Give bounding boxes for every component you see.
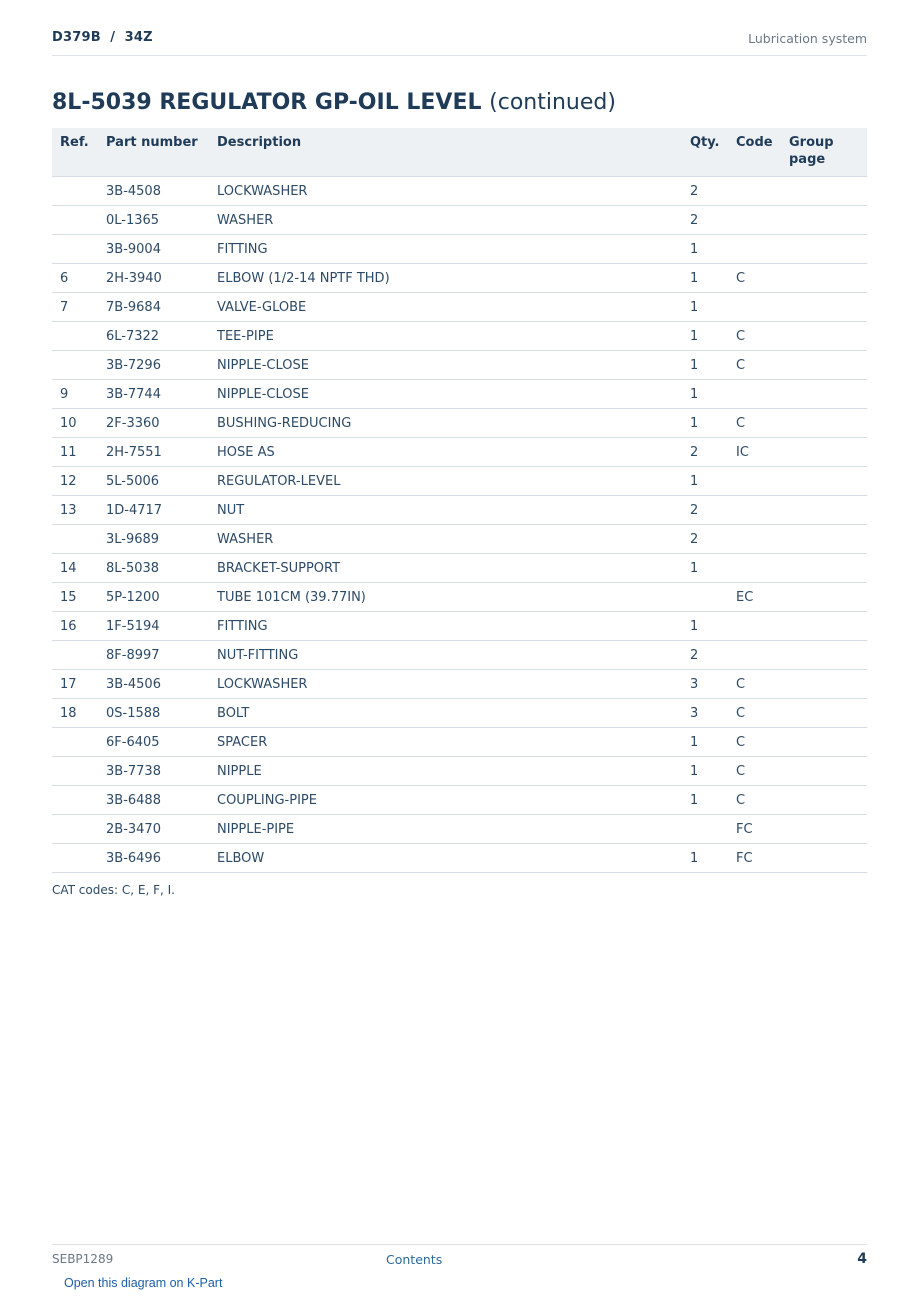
row-part-number: 5L-5006 xyxy=(98,467,209,496)
page-number: 4 xyxy=(857,1251,867,1267)
row-ref xyxy=(52,641,98,670)
column-header-part-number: Part number xyxy=(98,128,209,177)
row-ref: 14 xyxy=(52,554,98,583)
table-row xyxy=(52,728,867,757)
kpart-diagram-link[interactable]: Open this diagram on K-Part xyxy=(64,1276,223,1290)
row-part-number: 3B-7296 xyxy=(98,351,209,380)
row-part-number: 3B-7744 xyxy=(98,380,209,409)
table-row xyxy=(52,699,867,728)
row-code: C xyxy=(728,786,781,815)
row-code: C xyxy=(728,757,781,786)
row-description: BUSHING-REDUCING xyxy=(209,409,682,438)
row-qty: 3 xyxy=(682,699,728,728)
row-code: EC xyxy=(728,583,781,612)
row-ref: 6 xyxy=(52,264,98,293)
row-code xyxy=(728,177,781,206)
row-description: BRACKET-SUPPORT xyxy=(209,554,682,583)
row-description: FITTING xyxy=(209,235,682,264)
row-qty: 1 xyxy=(682,322,728,351)
table-row xyxy=(52,612,867,641)
table-row xyxy=(52,264,867,293)
table-row xyxy=(52,525,867,554)
row-ref xyxy=(52,322,98,351)
row-code xyxy=(728,206,781,235)
row-code: IC xyxy=(728,438,781,467)
row-description: FITTING xyxy=(209,612,682,641)
row-part-number: 3B-6488 xyxy=(98,786,209,815)
row-description: LOCKWASHER xyxy=(209,670,682,699)
row-qty: 2 xyxy=(682,496,728,525)
row-group-page xyxy=(781,322,867,351)
row-qty: 1 xyxy=(682,612,728,641)
table-row xyxy=(52,351,867,380)
row-qty xyxy=(682,583,728,612)
row-qty: 1 xyxy=(682,554,728,583)
row-group-page xyxy=(781,293,867,322)
row-code xyxy=(728,612,781,641)
row-group-page xyxy=(781,612,867,641)
row-qty: 2 xyxy=(682,177,728,206)
column-header-qty: Qty. xyxy=(682,128,728,177)
row-part-number: 1D-4717 xyxy=(98,496,209,525)
row-code: C xyxy=(728,409,781,438)
parts-table xyxy=(52,128,867,873)
column-header-group-page: Group page xyxy=(781,128,867,177)
row-ref xyxy=(52,351,98,380)
table-row xyxy=(52,409,867,438)
row-description: NUT-FITTING xyxy=(209,641,682,670)
row-description: SPACER xyxy=(209,728,682,757)
row-part-number: 3B-4506 xyxy=(98,670,209,699)
row-group-page xyxy=(781,670,867,699)
document-id: D379B / 34Z xyxy=(52,30,153,45)
table-row xyxy=(52,206,867,235)
document-number: SEBP1289 xyxy=(52,1252,114,1266)
table-row xyxy=(52,757,867,786)
row-group-page xyxy=(781,177,867,206)
row-group-page xyxy=(781,786,867,815)
footer-divider xyxy=(52,1244,867,1245)
row-ref: 16 xyxy=(52,612,98,641)
row-part-number: 8F-8997 xyxy=(98,641,209,670)
row-code: C xyxy=(728,351,781,380)
row-qty: 1 xyxy=(682,293,728,322)
row-ref: 11 xyxy=(52,438,98,467)
row-part-number: 8L-5038 xyxy=(98,554,209,583)
row-description: ELBOW xyxy=(209,844,682,873)
row-qty: 1 xyxy=(682,351,728,380)
row-qty: 1 xyxy=(682,235,728,264)
row-qty: 1 xyxy=(682,409,728,438)
table-row xyxy=(52,293,867,322)
row-part-number: 3B-4508 xyxy=(98,177,209,206)
table-row xyxy=(52,496,867,525)
row-ref xyxy=(52,844,98,873)
row-description: VALVE-GLOBE xyxy=(209,293,682,322)
row-qty: 1 xyxy=(682,844,728,873)
table-row xyxy=(52,322,867,351)
row-qty: 1 xyxy=(682,264,728,293)
page-header xyxy=(52,28,867,56)
row-ref: 10 xyxy=(52,409,98,438)
table-row xyxy=(52,438,867,467)
row-description: TEE-PIPE xyxy=(209,322,682,351)
row-code xyxy=(728,496,781,525)
row-qty: 2 xyxy=(682,641,728,670)
row-code: C xyxy=(728,322,781,351)
row-group-page xyxy=(781,496,867,525)
row-ref xyxy=(52,525,98,554)
row-qty: 1 xyxy=(682,380,728,409)
row-qty: 2 xyxy=(682,206,728,235)
column-header-code: Code xyxy=(728,128,781,177)
row-description: TUBE 101CM (39.77IN) xyxy=(209,583,682,612)
contents-link[interactable]: Contents xyxy=(386,1252,443,1267)
row-ref: 9 xyxy=(52,380,98,409)
column-header-description: Description xyxy=(209,128,682,177)
row-code xyxy=(728,380,781,409)
row-description: WASHER xyxy=(209,206,682,235)
row-group-page xyxy=(781,641,867,670)
cat-codes-note: CAT codes: C, E, F, I. xyxy=(52,883,175,897)
table-row xyxy=(52,554,867,583)
row-ref: 18 xyxy=(52,699,98,728)
row-description: HOSE AS xyxy=(209,438,682,467)
row-ref xyxy=(52,728,98,757)
row-part-number: 7B-9684 xyxy=(98,293,209,322)
row-qty: 1 xyxy=(682,728,728,757)
row-ref xyxy=(52,235,98,264)
row-qty: 3 xyxy=(682,670,728,699)
row-group-page xyxy=(781,235,867,264)
row-part-number: 2H-3940 xyxy=(98,264,209,293)
row-code: C xyxy=(728,264,781,293)
row-code: C xyxy=(728,728,781,757)
table-row xyxy=(52,467,867,496)
row-part-number: 3L-9689 xyxy=(98,525,209,554)
row-qty: 1 xyxy=(682,786,728,815)
row-description: NIPPLE xyxy=(209,757,682,786)
row-group-page xyxy=(781,206,867,235)
row-ref: 17 xyxy=(52,670,98,699)
row-part-number: 3B-9004 xyxy=(98,235,209,264)
row-code xyxy=(728,641,781,670)
row-group-page xyxy=(781,699,867,728)
table-row xyxy=(52,583,867,612)
row-group-page xyxy=(781,815,867,844)
row-group-page xyxy=(781,264,867,293)
table-row xyxy=(52,641,867,670)
column-header-ref: Ref. xyxy=(52,128,98,177)
table-row xyxy=(52,380,867,409)
row-code: FC xyxy=(728,844,781,873)
row-description: COUPLING-PIPE xyxy=(209,786,682,815)
page-title-suffix: (continued) xyxy=(489,90,616,115)
row-part-number: 3B-6496 xyxy=(98,844,209,873)
row-ref xyxy=(52,786,98,815)
row-description: LOCKWASHER xyxy=(209,177,682,206)
row-code xyxy=(728,554,781,583)
row-part-number: 0L-1365 xyxy=(98,206,209,235)
row-code xyxy=(728,525,781,554)
row-ref xyxy=(52,757,98,786)
page-title-main: 8L-5039 REGULATOR GP-OIL LEVEL xyxy=(52,90,482,115)
parts-table-body xyxy=(52,177,867,873)
parts-table-header xyxy=(52,128,867,177)
row-ref xyxy=(52,177,98,206)
row-group-page xyxy=(781,351,867,380)
row-group-page xyxy=(781,554,867,583)
row-group-page xyxy=(781,844,867,873)
section-name: Lubrication system xyxy=(748,31,867,46)
table-row xyxy=(52,177,867,206)
row-code xyxy=(728,293,781,322)
row-part-number: 2B-3470 xyxy=(98,815,209,844)
row-description: NIPPLE-PIPE xyxy=(209,815,682,844)
row-group-page xyxy=(781,583,867,612)
row-group-page xyxy=(781,380,867,409)
row-ref: 12 xyxy=(52,467,98,496)
table-row xyxy=(52,815,867,844)
row-qty: 2 xyxy=(682,525,728,554)
page-title xyxy=(52,90,616,115)
row-part-number: 2F-3360 xyxy=(98,409,209,438)
row-ref: 13 xyxy=(52,496,98,525)
row-description: NUT xyxy=(209,496,682,525)
row-qty: 1 xyxy=(682,757,728,786)
row-part-number: 2H-7551 xyxy=(98,438,209,467)
row-ref xyxy=(52,206,98,235)
row-ref: 15 xyxy=(52,583,98,612)
row-group-page xyxy=(781,757,867,786)
row-ref xyxy=(52,815,98,844)
row-description: NIPPLE-CLOSE xyxy=(209,380,682,409)
table-row xyxy=(52,235,867,264)
row-part-number: 1F-5194 xyxy=(98,612,209,641)
row-code xyxy=(728,467,781,496)
row-description: ELBOW (1/2-14 NPTF THD) xyxy=(209,264,682,293)
table-row xyxy=(52,670,867,699)
row-code xyxy=(728,235,781,264)
row-code: FC xyxy=(728,815,781,844)
row-group-page xyxy=(781,409,867,438)
row-qty: 1 xyxy=(682,467,728,496)
row-qty xyxy=(682,815,728,844)
row-code: C xyxy=(728,699,781,728)
row-description: BOLT xyxy=(209,699,682,728)
row-ref: 7 xyxy=(52,293,98,322)
row-part-number: 6F-6405 xyxy=(98,728,209,757)
table-row xyxy=(52,844,867,873)
row-group-page xyxy=(781,438,867,467)
row-group-page xyxy=(781,525,867,554)
row-description: WASHER xyxy=(209,525,682,554)
row-group-page xyxy=(781,467,867,496)
row-part-number: 0S-1588 xyxy=(98,699,209,728)
table-row xyxy=(52,786,867,815)
row-part-number: 3B-7738 xyxy=(98,757,209,786)
row-description: REGULATOR-LEVEL xyxy=(209,467,682,496)
row-qty: 2 xyxy=(682,438,728,467)
row-group-page xyxy=(781,728,867,757)
row-part-number: 6L-7322 xyxy=(98,322,209,351)
row-part-number: 5P-1200 xyxy=(98,583,209,612)
row-code: C xyxy=(728,670,781,699)
row-description: NIPPLE-CLOSE xyxy=(209,351,682,380)
